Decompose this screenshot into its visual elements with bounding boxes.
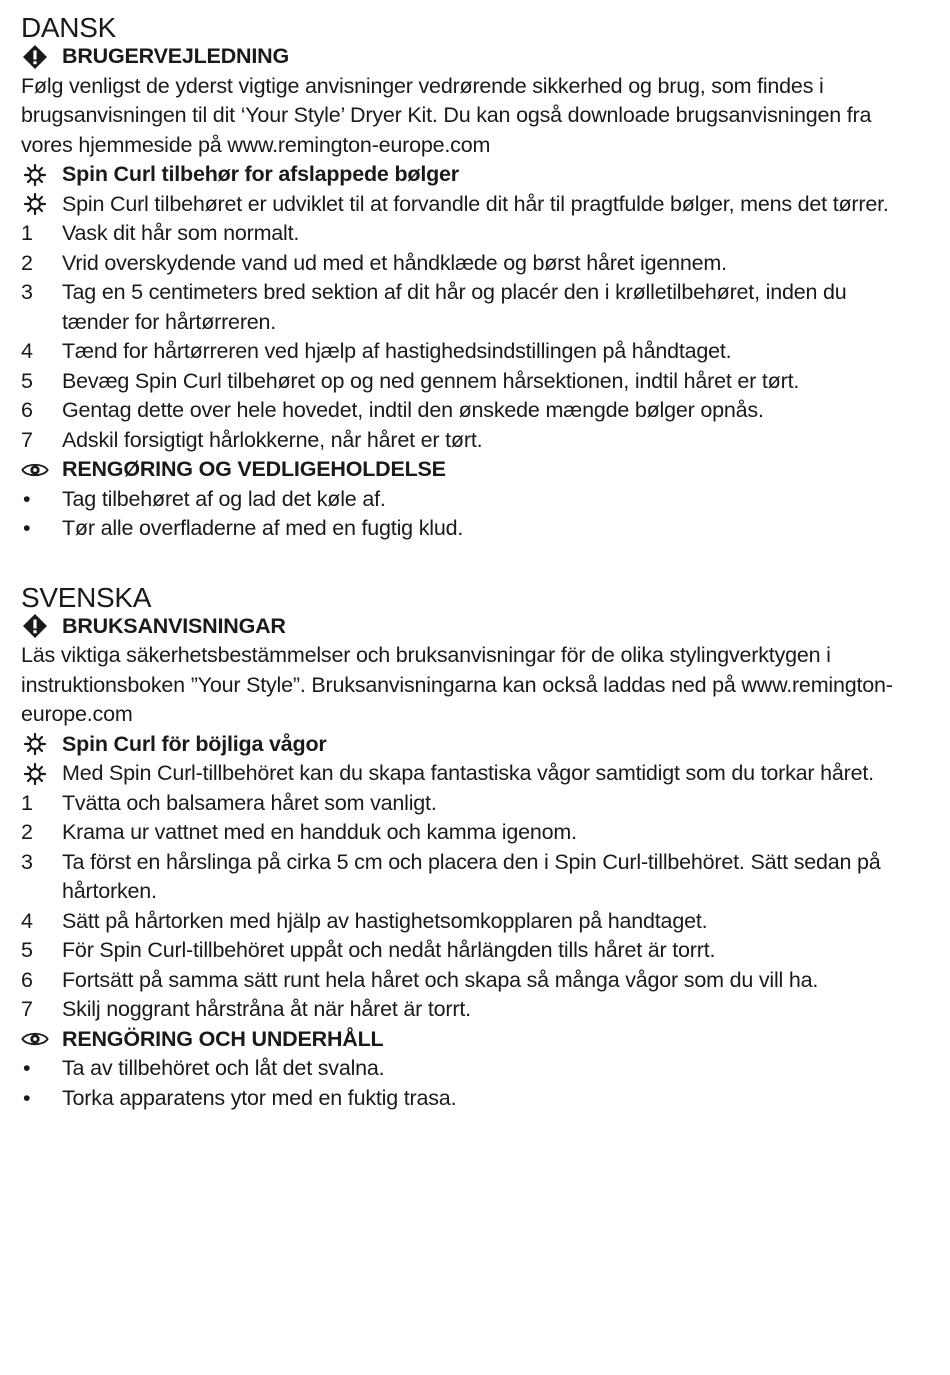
user-guide-heading (21, 612, 910, 642)
care-item (21, 485, 910, 515)
sparkle-icon (21, 190, 49, 220)
intro-paragraph: Følg venligst de yderst vigtige anvisninger vedrørende sikkerhed og brug, som findes i brugsanvisningen til dit ‘Your Style’ Dryer Kit. Du kan også downloade brugsanvisningen fra vores hjemmeside på www.remington-europe.com (21, 73, 872, 157)
feature-title-row (21, 730, 910, 760)
section-heading: BRUKSANVISNINGAR (62, 613, 286, 638)
step-row (21, 367, 910, 397)
step-row (21, 995, 910, 1025)
step-number: 7 (21, 427, 33, 452)
step-number: 2 (21, 250, 33, 275)
sparkle-icon (21, 759, 49, 789)
bullet: • (23, 1085, 31, 1110)
feature-title: Spin Curl tilbehør for afslappede bølger (62, 162, 459, 186)
care-heading-row (21, 455, 910, 485)
step-number: 5 (21, 368, 33, 393)
feature-title: Spin Curl för böjliga vågor (62, 731, 327, 756)
care-item (21, 514, 910, 544)
care-item-text: Tør alle overfladerne af med en fugtig klud. (62, 516, 464, 540)
bullet: • (23, 1056, 31, 1080)
language-title: SVENSKA (21, 581, 152, 613)
care-item-text: Ta av tillbehöret och låt det svalna. (62, 1056, 385, 1080)
feature-title-row (21, 160, 910, 190)
step-row (21, 337, 910, 367)
feature-description: Med Spin Curl-tillbehöret kan du skapa fantastiska vågor samtidigt som du torkar håret. (62, 761, 874, 785)
step-text: Adskil forsigtigt hårlokkerne, når håret er tørt. (62, 427, 483, 452)
step-number: 4 (21, 908, 33, 933)
step-row (21, 426, 910, 456)
warning-diamond-icon (21, 42, 49, 72)
step-number: 6 (21, 398, 33, 422)
step-number: 4 (21, 339, 33, 363)
feature-desc-row (21, 759, 910, 789)
step-text: För Spin Curl-tillbehöret uppåt och nedåt hårlängden tills håret är torrt. (62, 938, 716, 962)
step-row (21, 789, 910, 819)
step-text: Tag en 5 centimeters bred sektion af dit hår og placér den i krølletilbehøret, inden du tænder for hårtørreren. (62, 280, 847, 334)
step-text: Krama ur vattnet med en handduk och kamma igenom. (62, 820, 577, 844)
step-text: Skilj noggrant hårstråna åt när håret är torrt. (62, 997, 471, 1021)
eye-icon (21, 455, 49, 485)
care-heading: RENGØRING OG VEDLIGEHOLDELSE (62, 457, 446, 481)
step-number: 1 (21, 790, 33, 815)
care-item-text: Torka apparatens ytor med en fuktig trasa. (62, 1085, 457, 1110)
step-row (21, 936, 910, 966)
eye-icon (21, 1025, 49, 1055)
step-text: Sätt på hårtorken med hjälp av hastighetsomkopplaren på handtaget. (62, 908, 708, 933)
care-heading: RENGÖRING OCH UNDERHÅLL (62, 1026, 384, 1051)
step-number: 7 (21, 997, 33, 1021)
step-text: Tvätta och balsamera håret som vanligt. (62, 790, 437, 815)
step-number: 1 (21, 221, 33, 245)
section-svenska (21, 580, 910, 1114)
sparkle-icon (21, 730, 49, 760)
step-text: Vask dit hår som normalt. (62, 221, 300, 245)
step-text: Vrid overskydende vand ud med et håndklæde og børst håret igennem. (62, 250, 727, 275)
step-number: 6 (21, 967, 33, 992)
feature-description: Spin Curl tilbehøret er udviklet til at forvandle dit hår til pragtfulde bølger, mens det tørrer. (62, 191, 889, 216)
care-item (21, 1084, 910, 1114)
step-row (21, 907, 910, 937)
care-item (21, 1054, 910, 1084)
step-row (21, 966, 910, 996)
step-text: Bevæg Spin Curl tilbehøret op og ned gennem hårsektionen, indtil håret er tørt. (62, 368, 800, 393)
sparkle-icon (21, 160, 49, 190)
step-number: 3 (21, 849, 33, 874)
step-number: 2 (21, 820, 33, 844)
step-text: Tænd for hårtørreren ved hjælp af hastighedsindstillingen på håndtaget. (62, 339, 732, 363)
section-heading: BRUGERVEJLEDNING (62, 44, 289, 68)
user-guide-heading (21, 42, 910, 72)
intro-paragraph: Läs viktiga säkerhetsbestämmelser och bruksanvisningar för de olika stylingverktygen i instruktionsboken ”Your Style”. Bruksanvisningarna kan också laddas ned på www.remington-europe.com (21, 643, 893, 726)
bullet: • (23, 486, 31, 511)
step-text: Gentag dette over hele hovedet, indtil den ønskede mængde bølger opnås. (62, 398, 764, 422)
step-text: Ta först en hårslinga på cirka 5 cm och placera den i Spin Curl-tillbehöret. Sätt sedan på hårtorken. (62, 849, 881, 903)
care-heading-row (21, 1025, 910, 1055)
step-row (21, 249, 910, 279)
step-text: Fortsätt på samma sätt runt hela håret och skapa så många vågor som du vill ha. (62, 967, 819, 992)
care-item-text: Tag tilbehøret af og lad det køle af. (62, 486, 386, 511)
language-title: DANSK (21, 12, 116, 43)
bullet: • (23, 516, 31, 540)
step-number: 5 (21, 938, 33, 962)
feature-desc-row (21, 190, 910, 220)
step-number: 3 (21, 280, 33, 304)
step-row (21, 219, 910, 249)
step-row (21, 278, 910, 337)
section-dansk (21, 10, 910, 544)
step-row (21, 848, 910, 907)
warning-diamond-icon (21, 612, 49, 642)
step-row (21, 396, 910, 426)
step-row (21, 818, 910, 848)
